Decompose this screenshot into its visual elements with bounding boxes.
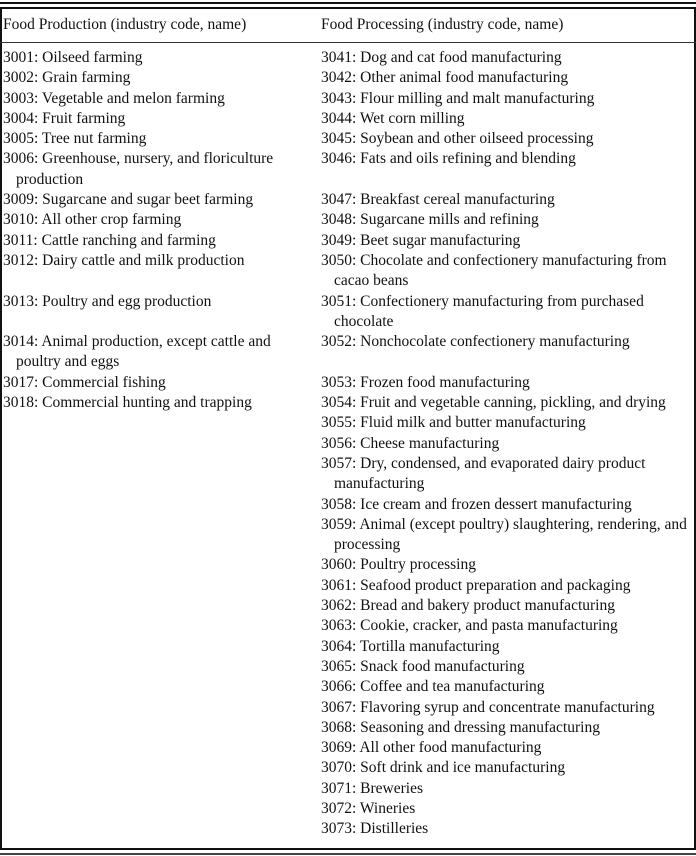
table-row: 3059: Animal (except poultry) slaughtering, rendering, and processing (321, 515, 687, 554)
table-row: 3061: Seafood product preparation and packaging (321, 576, 631, 594)
table-row: 3043: Flour milling and malt manufacturing (321, 89, 595, 107)
table-row: 3067: Flavoring syrup and concentrate manufacturing (321, 698, 655, 716)
table-row: 3072: Wineries (321, 799, 416, 817)
table-row: 3054: Fruit and vegetable canning, pickling, and drying (321, 394, 666, 412)
food-processing-column (321, 48, 695, 840)
table-row: 3002: Grain farming (3, 69, 131, 87)
table-row: 3063: Cookie, cracker, and pasta manufacturing (321, 617, 618, 635)
table-row: 3004: Fruit farming (3, 109, 126, 127)
table-row: 3056: Cheese manufacturing (321, 434, 500, 452)
top-rule (0, 2, 696, 4)
table-row: 3065: Snack food manufacturing (321, 657, 525, 675)
table-row: 3049: Beet sugar manufacturing (321, 231, 521, 249)
table-row: 3069: All other food manufacturing (321, 739, 542, 757)
table-row: 3066: Coffee and tea manufacturing (321, 678, 545, 696)
table-row: 3005: Tree nut farming (3, 130, 147, 148)
table-row: 3046: Fats and oils refining and blending (321, 150, 576, 168)
table-row: 3051: Confectionery manufacturing from purchased chocolate (321, 292, 644, 330)
table-row: 3009: Sugarcane and sugar beet farming (3, 191, 254, 209)
table-row: 3041: Dog and cat food manufacturing (321, 49, 562, 66)
bottom-rule-outer (0, 853, 696, 855)
table-row: 3003: Vegetable and melon farming (3, 89, 225, 107)
column-header-food-processing: Food Processing (industry code, name) (321, 16, 564, 33)
food-production-column (3, 48, 313, 413)
left-border (0, 7, 2, 849)
table-row: 3001: Oilseed farming (3, 49, 143, 66)
table-row: 3045: Soybean and other oilseed processing (321, 130, 594, 148)
table-row: 3042: Other animal food manufacturing (321, 69, 569, 87)
table-row: 3052: Nonchocolate confectionery manufacturing (321, 333, 630, 351)
table-row: 3071: Breweries (321, 779, 424, 797)
table-row: 3064: Tortilla manufacturing (321, 637, 500, 655)
table-row: 3011: Cattle ranching and farming (3, 231, 216, 249)
table-row: 3013: Poultry and egg production (3, 292, 212, 310)
table-row: 3058: Ice cream and frozen dessert manufacturing (321, 495, 632, 513)
table-row: 3068: Seasoning and dressing manufacturing (321, 718, 600, 736)
header-divider (0, 42, 696, 43)
table-row: 3014: Animal production, except cattle and poultry and eggs (3, 333, 271, 371)
table-row: 3060: Poultry processing (321, 556, 476, 574)
bottom-rule (0, 848, 696, 850)
table-row: 3057: Dry, condensed, and evaporated dairy product manufacturing (321, 454, 646, 493)
table-row: 3070: Soft drink and ice manufacturing (321, 759, 566, 777)
table-header-row (0, 16, 696, 36)
table-row: 3047: Breakfast cereal manufacturing (321, 191, 555, 209)
table-row: 3050: Chocolate and confectionery manufacturing from cacao beans (321, 251, 667, 290)
table-row: 3055: Fluid milk and butter manufacturing (321, 414, 586, 432)
table-row: 3062: Bread and bakery product manufacturing (321, 597, 615, 615)
table-row: 3048: Sugarcane mills and refining (321, 211, 539, 229)
table-row: 3073: Distilleries (321, 820, 429, 838)
table-row: 3010: All other crop farming (3, 211, 182, 229)
table-row: 3017: Commercial fishing (3, 373, 166, 391)
table-row: 3044: Wet corn milling (321, 109, 465, 127)
table-row: 3053: Frozen food manufacturing (321, 373, 530, 391)
table-row: 3018: Commercial hunting and trapping (3, 394, 252, 412)
table-row: 3006: Greenhouse, nursery, and floriculture production (3, 150, 274, 188)
table-row: 3012: Dairy cattle and milk production (3, 251, 245, 269)
column-header-food-production: Food Production (industry code, name) (3, 16, 247, 33)
top-rule-inner (0, 7, 696, 9)
